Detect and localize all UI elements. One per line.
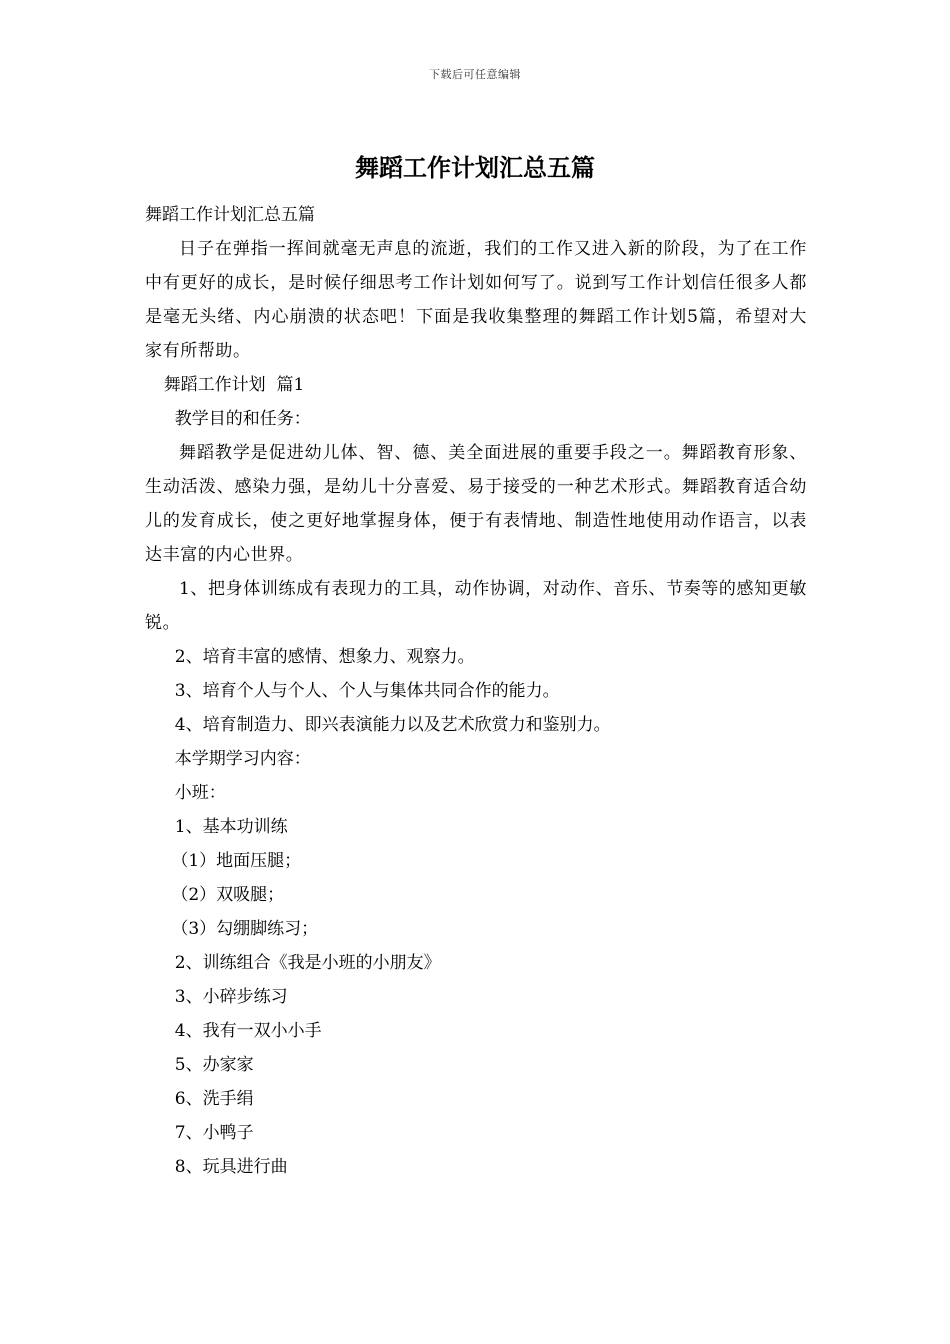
basic-sub-item: （1）地面压腿； <box>171 851 302 871</box>
page-header-note: 下载后可任意编辑 <box>429 68 521 81</box>
lesson-item: 8、玩具进行曲 <box>174 1157 288 1177</box>
document-title: 舞蹈工作计划汇总五篇 <box>355 153 595 182</box>
class-label: 小班： <box>174 783 226 803</box>
section-heading: 舞蹈工作计划 篇1 <box>163 375 305 395</box>
goal-item: 3、培育个人与个人、个人与集体共同合作的能力。 <box>174 681 560 701</box>
lesson-item: 2、训练组合《我是小班的小朋友》 <box>174 953 441 973</box>
basic-training-item: 1、基本功训练 <box>174 817 288 837</box>
goals-paragraph: 舞蹈教学是促进幼儿体、智、德、美全面进展的重要手段之一。舞蹈教育形象、生动活泼、感染力强，是幼儿十分喜爱、易于接受的一种艺术形式。舞蹈教育适合幼儿的发育成长，使之更好地掌握身体，便于有表情地、制造性地使用动作语言，以表达丰富的内心世界。 <box>145 443 807 565</box>
lesson-item: 6、洗手绢 <box>174 1089 254 1109</box>
document-subtitle: 舞蹈工作计划汇总五篇 <box>145 205 315 225</box>
lesson-item: 5、办家家 <box>174 1055 254 1075</box>
content-heading: 本学期学习内容： <box>174 749 311 769</box>
goal-item: 4、培育制造力、即兴表演能力以及艺术欣赏力和鉴别力。 <box>174 715 611 735</box>
document-body <box>145 198 807 1184</box>
lesson-item: 3、小碎步练习 <box>174 987 288 1007</box>
goal-item: 1、把身体训练成有表现力的工具，动作协调，对动作、音乐、节奏等的感知更敏锐。 <box>145 579 807 633</box>
basic-sub-item: （2）双吸腿； <box>171 885 285 905</box>
lesson-item: 7、小鸭子 <box>174 1123 254 1143</box>
lesson-item: 4、我有一双小小手 <box>174 1021 322 1041</box>
basic-sub-item: （3）勾绷脚练习； <box>171 919 319 939</box>
goal-item: 2、培育丰富的感情、想象力、观察力。 <box>174 647 475 667</box>
intro-paragraph: 日子在弹指一挥间就毫无声息的流逝，我们的工作又进入新的阶段，为了在工作中有更好的成长，是时候仔细思考工作计划如何写了。说到写工作计划信任很多人都是毫无头绪、内心崩溃的状态吧！下面是我收集整理的舞蹈工作计划5篇，希望对大家有所帮助。 <box>145 239 807 361</box>
goals-heading: 教学目的和任务： <box>174 409 311 429</box>
